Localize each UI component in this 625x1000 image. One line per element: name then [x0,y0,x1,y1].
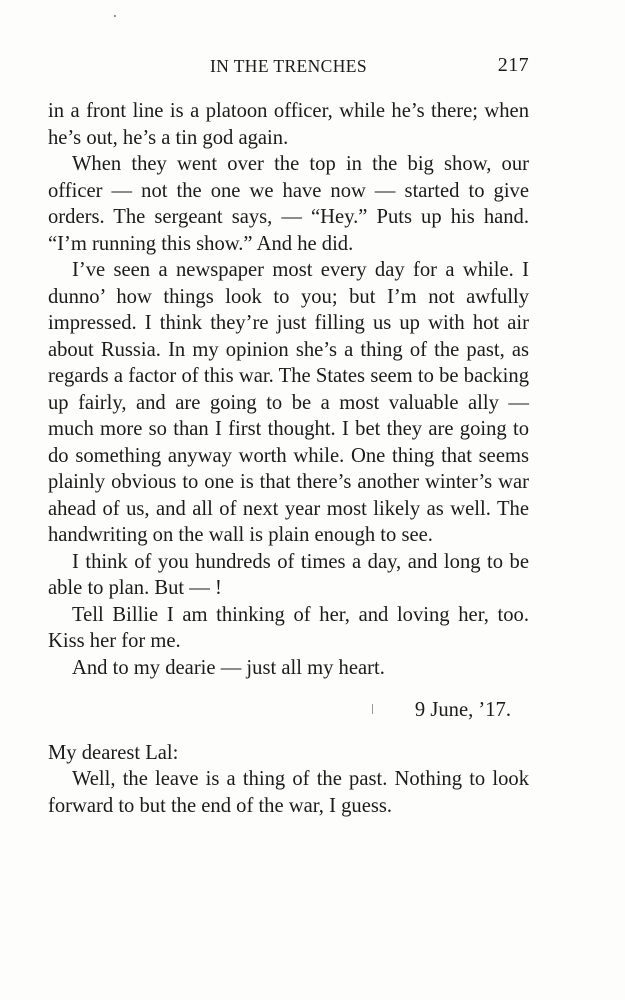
paragraph: Tell Billie I am thinking of her, and loving her, too. Kiss her for me. [48,603,529,652]
page-number: 217 [497,54,529,76]
letter-salutation: My dearest Lal: [48,741,179,764]
letter-dateline: 9 June, ’17. [414,699,511,721]
paragraph: in a front line is a platoon officer, while he’s there; when he’s out, he’s a tin god again. [48,100,529,149]
paragraph: Well, the leave is a thing of the past. Nothing to look forward to but the end of the war, I guess. [48,768,529,817]
print-speck [114,15,116,17]
paragraph: I think of you hundreds of times a day, and long to be able to plan. But — ! [48,550,529,599]
running-head-title: IN THE TRENCHES [209,56,368,76]
running-head [48,56,529,80]
paragraph: When they went over the top in the big show, our officer — not the one we have now — started to give orders. The sergeant says, — “Hey.” Puts up his hand. “I’m running this show.” And he did. [48,153,529,255]
body-text [48,98,529,819]
paragraph: And to my dearie — just all my heart. [72,656,385,679]
stray-print-mark [372,704,373,714]
paragraph: I’ve seen a newspaper most every day for a while. I dunno’ how things look to you; but I’m not awfully impressed. I think they’re just filling us up with hot air about Russia. In my opinion she’s a thing of the past, as regards a factor of this war. The States seem to be backing up fairly, and are going to be a most valuable ally — much more so than I first thought. I bet they are going to do something anyway worth while. One thing that seems plainly obvious to one is that there’s another winter’s war ahead of us, and all of next year most likely as well. The handwriting on the wall is plain enough to see. [48,259,529,546]
